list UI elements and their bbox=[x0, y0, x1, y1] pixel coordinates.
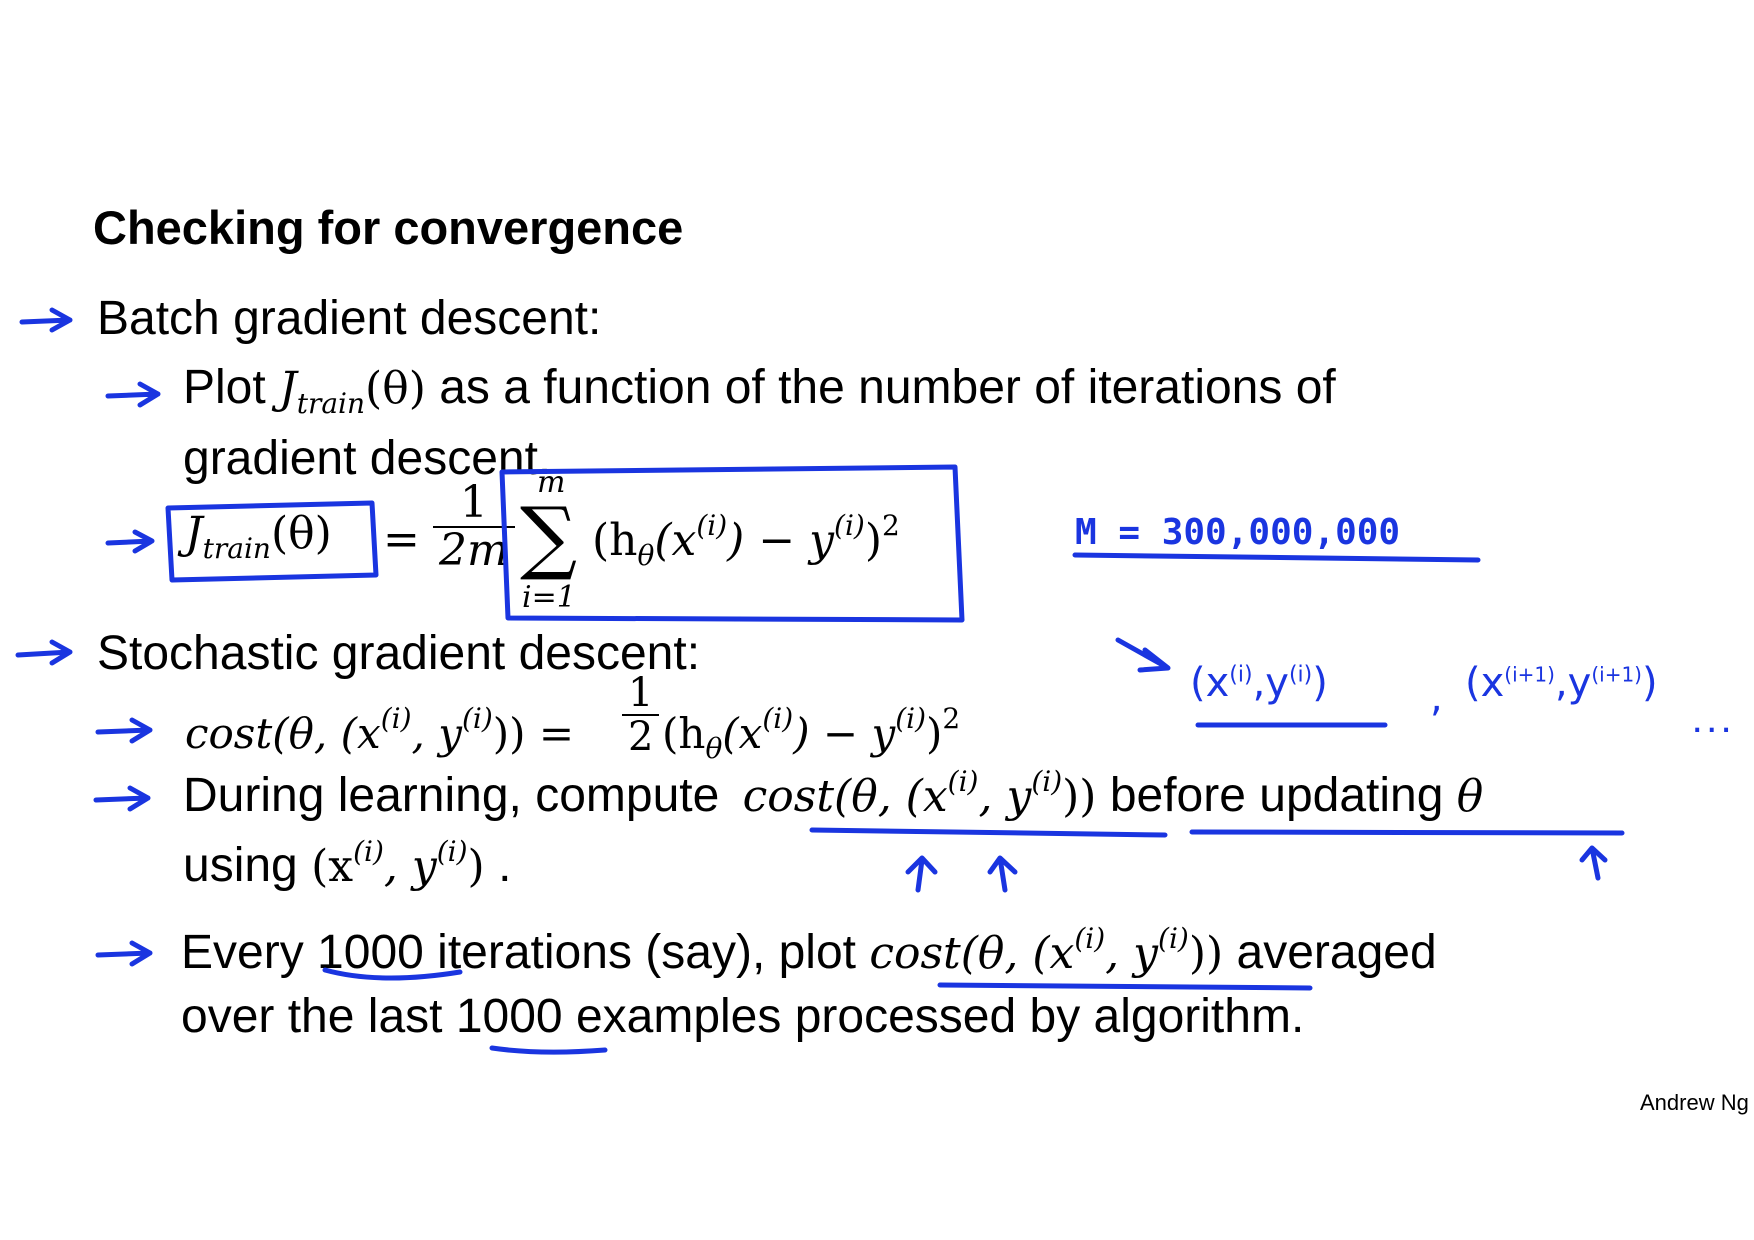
rhs-open: (h bbox=[662, 709, 706, 758]
up-arrow-icon bbox=[990, 858, 1015, 890]
arrow-icon bbox=[98, 720, 150, 741]
every-cost-underline bbox=[940, 985, 1310, 988]
during-prefix: During learning, compute bbox=[183, 769, 720, 822]
stochastic-heading: Stochastic gradient descent: bbox=[97, 627, 701, 680]
arrow-icon bbox=[18, 642, 70, 663]
j-symbol: J bbox=[185, 508, 203, 559]
plot-prefix: Plot bbox=[183, 361, 266, 414]
annotation-comma: , bbox=[1430, 675, 1443, 721]
sup-i: (i) bbox=[947, 765, 979, 798]
up-arrow-icon bbox=[1582, 848, 1605, 878]
using-a: (x bbox=[311, 841, 354, 892]
frac-numerator: 1 bbox=[459, 477, 488, 528]
over-suffix: examples processed by algorithm. bbox=[575, 990, 1305, 1043]
over-line bbox=[181, 990, 1305, 1043]
rhs-close: ) bbox=[926, 709, 943, 758]
arrow-icon bbox=[108, 384, 158, 405]
rhs-sub: θ bbox=[705, 732, 723, 765]
sup-i: (i) bbox=[1031, 765, 1063, 798]
cost-b: , y bbox=[978, 771, 1032, 822]
cost-rhs bbox=[662, 702, 961, 765]
cost-underline bbox=[812, 830, 1165, 835]
author-credit: Andrew Ng bbox=[1640, 1090, 1749, 1115]
cost-a: cost(θ, (x bbox=[742, 771, 948, 822]
every-line bbox=[181, 922, 1437, 979]
slide-title: Checking for convergence bbox=[93, 201, 684, 254]
cost-c: )) bbox=[1188, 928, 1224, 979]
every-number: 1000 bbox=[317, 926, 424, 979]
using-c: ) bbox=[467, 841, 485, 892]
m-note-underline bbox=[1075, 555, 1478, 560]
pair2-sup: (i+1) bbox=[1504, 662, 1555, 687]
j-symbol: J bbox=[279, 363, 297, 414]
theta-arg: (θ) bbox=[270, 508, 332, 559]
over-1000-underline bbox=[492, 1048, 605, 1052]
during-learning-line bbox=[183, 765, 1484, 822]
sum-lower-limit: i=1 bbox=[522, 580, 576, 615]
summand-y: ) − y bbox=[727, 515, 835, 566]
pair1-sup: (i) bbox=[1288, 662, 1313, 688]
cost-lhs-c: )) = bbox=[492, 709, 575, 758]
sup-i: (i) bbox=[895, 702, 927, 735]
every-mid: iterations (say), plot bbox=[437, 926, 856, 979]
summand-open: (h bbox=[592, 515, 638, 566]
squared: 2 bbox=[882, 509, 900, 542]
every-suffix: averaged bbox=[1236, 926, 1437, 979]
m-size-note: M = 300,000,000 bbox=[1075, 512, 1401, 553]
batch-plot-line2: gradient descent. bbox=[183, 432, 552, 485]
pair1-a: (x bbox=[1190, 660, 1230, 706]
fraction-one-half bbox=[622, 672, 659, 758]
cost-c: )) bbox=[1062, 771, 1097, 822]
pair1-sup: (i) bbox=[1229, 662, 1253, 688]
using-end: . bbox=[498, 839, 512, 892]
cost-lhs-b: , y bbox=[411, 709, 462, 758]
theta-arg: (θ) bbox=[365, 363, 426, 414]
sup-i: (i) bbox=[762, 702, 794, 735]
sigma-symbol: ∑ bbox=[520, 490, 578, 583]
over-number: 1000 bbox=[455, 990, 563, 1043]
sup-i: (i) bbox=[436, 835, 468, 868]
arrow-icon bbox=[1118, 640, 1168, 670]
summand-close: ) bbox=[864, 515, 883, 566]
arrow-icon bbox=[96, 788, 148, 809]
j-sub: train bbox=[296, 387, 366, 420]
squared: 2 bbox=[942, 702, 961, 735]
pair1-b: ,y bbox=[1252, 660, 1289, 706]
during-suffix: before updating bbox=[1109, 769, 1444, 822]
summand bbox=[592, 509, 900, 572]
using-line bbox=[183, 835, 512, 892]
j-train-inline bbox=[279, 363, 426, 420]
pair-i-note bbox=[1190, 660, 1328, 706]
sup-i: (i) bbox=[1074, 922, 1106, 955]
batch-plot-line bbox=[183, 361, 1336, 420]
cost-inline-2 bbox=[869, 922, 1224, 979]
sup-i: (i) bbox=[380, 702, 412, 735]
rhs-y: ) − y bbox=[793, 709, 896, 758]
pair2-a: (x bbox=[1465, 660, 1505, 706]
summand-x: (x bbox=[654, 515, 697, 566]
theta-symbol: θ bbox=[1456, 771, 1484, 822]
sup-i: (i) bbox=[1158, 922, 1189, 955]
half-denominator: 2 bbox=[622, 714, 659, 758]
pair-i-plus-1-note bbox=[1465, 660, 1658, 706]
batch-heading: Batch gradient descent: bbox=[97, 292, 602, 345]
j-train-lhs bbox=[185, 508, 332, 565]
pair2-b: ,y bbox=[1554, 660, 1592, 706]
cost-a: cost(θ, (x bbox=[869, 928, 1075, 979]
sup-i: (i) bbox=[353, 835, 384, 868]
cost-inline bbox=[742, 765, 1097, 822]
using-pair bbox=[311, 835, 485, 892]
pair2-sup: (i+1) bbox=[1591, 662, 1642, 687]
before-updating-underline bbox=[1192, 832, 1622, 833]
j-sub: train bbox=[202, 532, 271, 565]
frac-denominator: 2m bbox=[433, 526, 515, 574]
using-prefix: using bbox=[183, 839, 298, 892]
annotation-ellipsis: ... bbox=[1690, 710, 1734, 738]
arrow-icon bbox=[98, 943, 150, 964]
arrow-icon bbox=[108, 532, 152, 551]
using-b: , y bbox=[383, 841, 437, 892]
cost-definition bbox=[185, 702, 575, 758]
sup-i: (i) bbox=[696, 509, 728, 542]
pair1-c: ) bbox=[1312, 660, 1328, 706]
summand-sub: θ bbox=[637, 539, 655, 572]
every-prefix: Every bbox=[181, 926, 304, 979]
over-prefix: over the last bbox=[181, 990, 443, 1043]
cost-b: , y bbox=[1105, 928, 1159, 979]
sum-upper-limit: m bbox=[537, 465, 566, 500]
arrow-icon bbox=[22, 310, 70, 330]
pair2-c: ) bbox=[1641, 660, 1658, 706]
plot-suffix: as a function of the number of iterations of bbox=[439, 361, 1336, 414]
sup-i: (i) bbox=[461, 702, 493, 735]
equals-sign: = bbox=[383, 514, 420, 565]
up-arrow-icon bbox=[908, 858, 935, 890]
cost-lhs-a: cost(θ, (x bbox=[185, 709, 381, 758]
sup-i: (i) bbox=[834, 509, 865, 542]
fraction-one-over-2m bbox=[433, 477, 515, 577]
rhs-x: (x bbox=[722, 709, 763, 758]
half-numerator: 1 bbox=[628, 670, 654, 716]
